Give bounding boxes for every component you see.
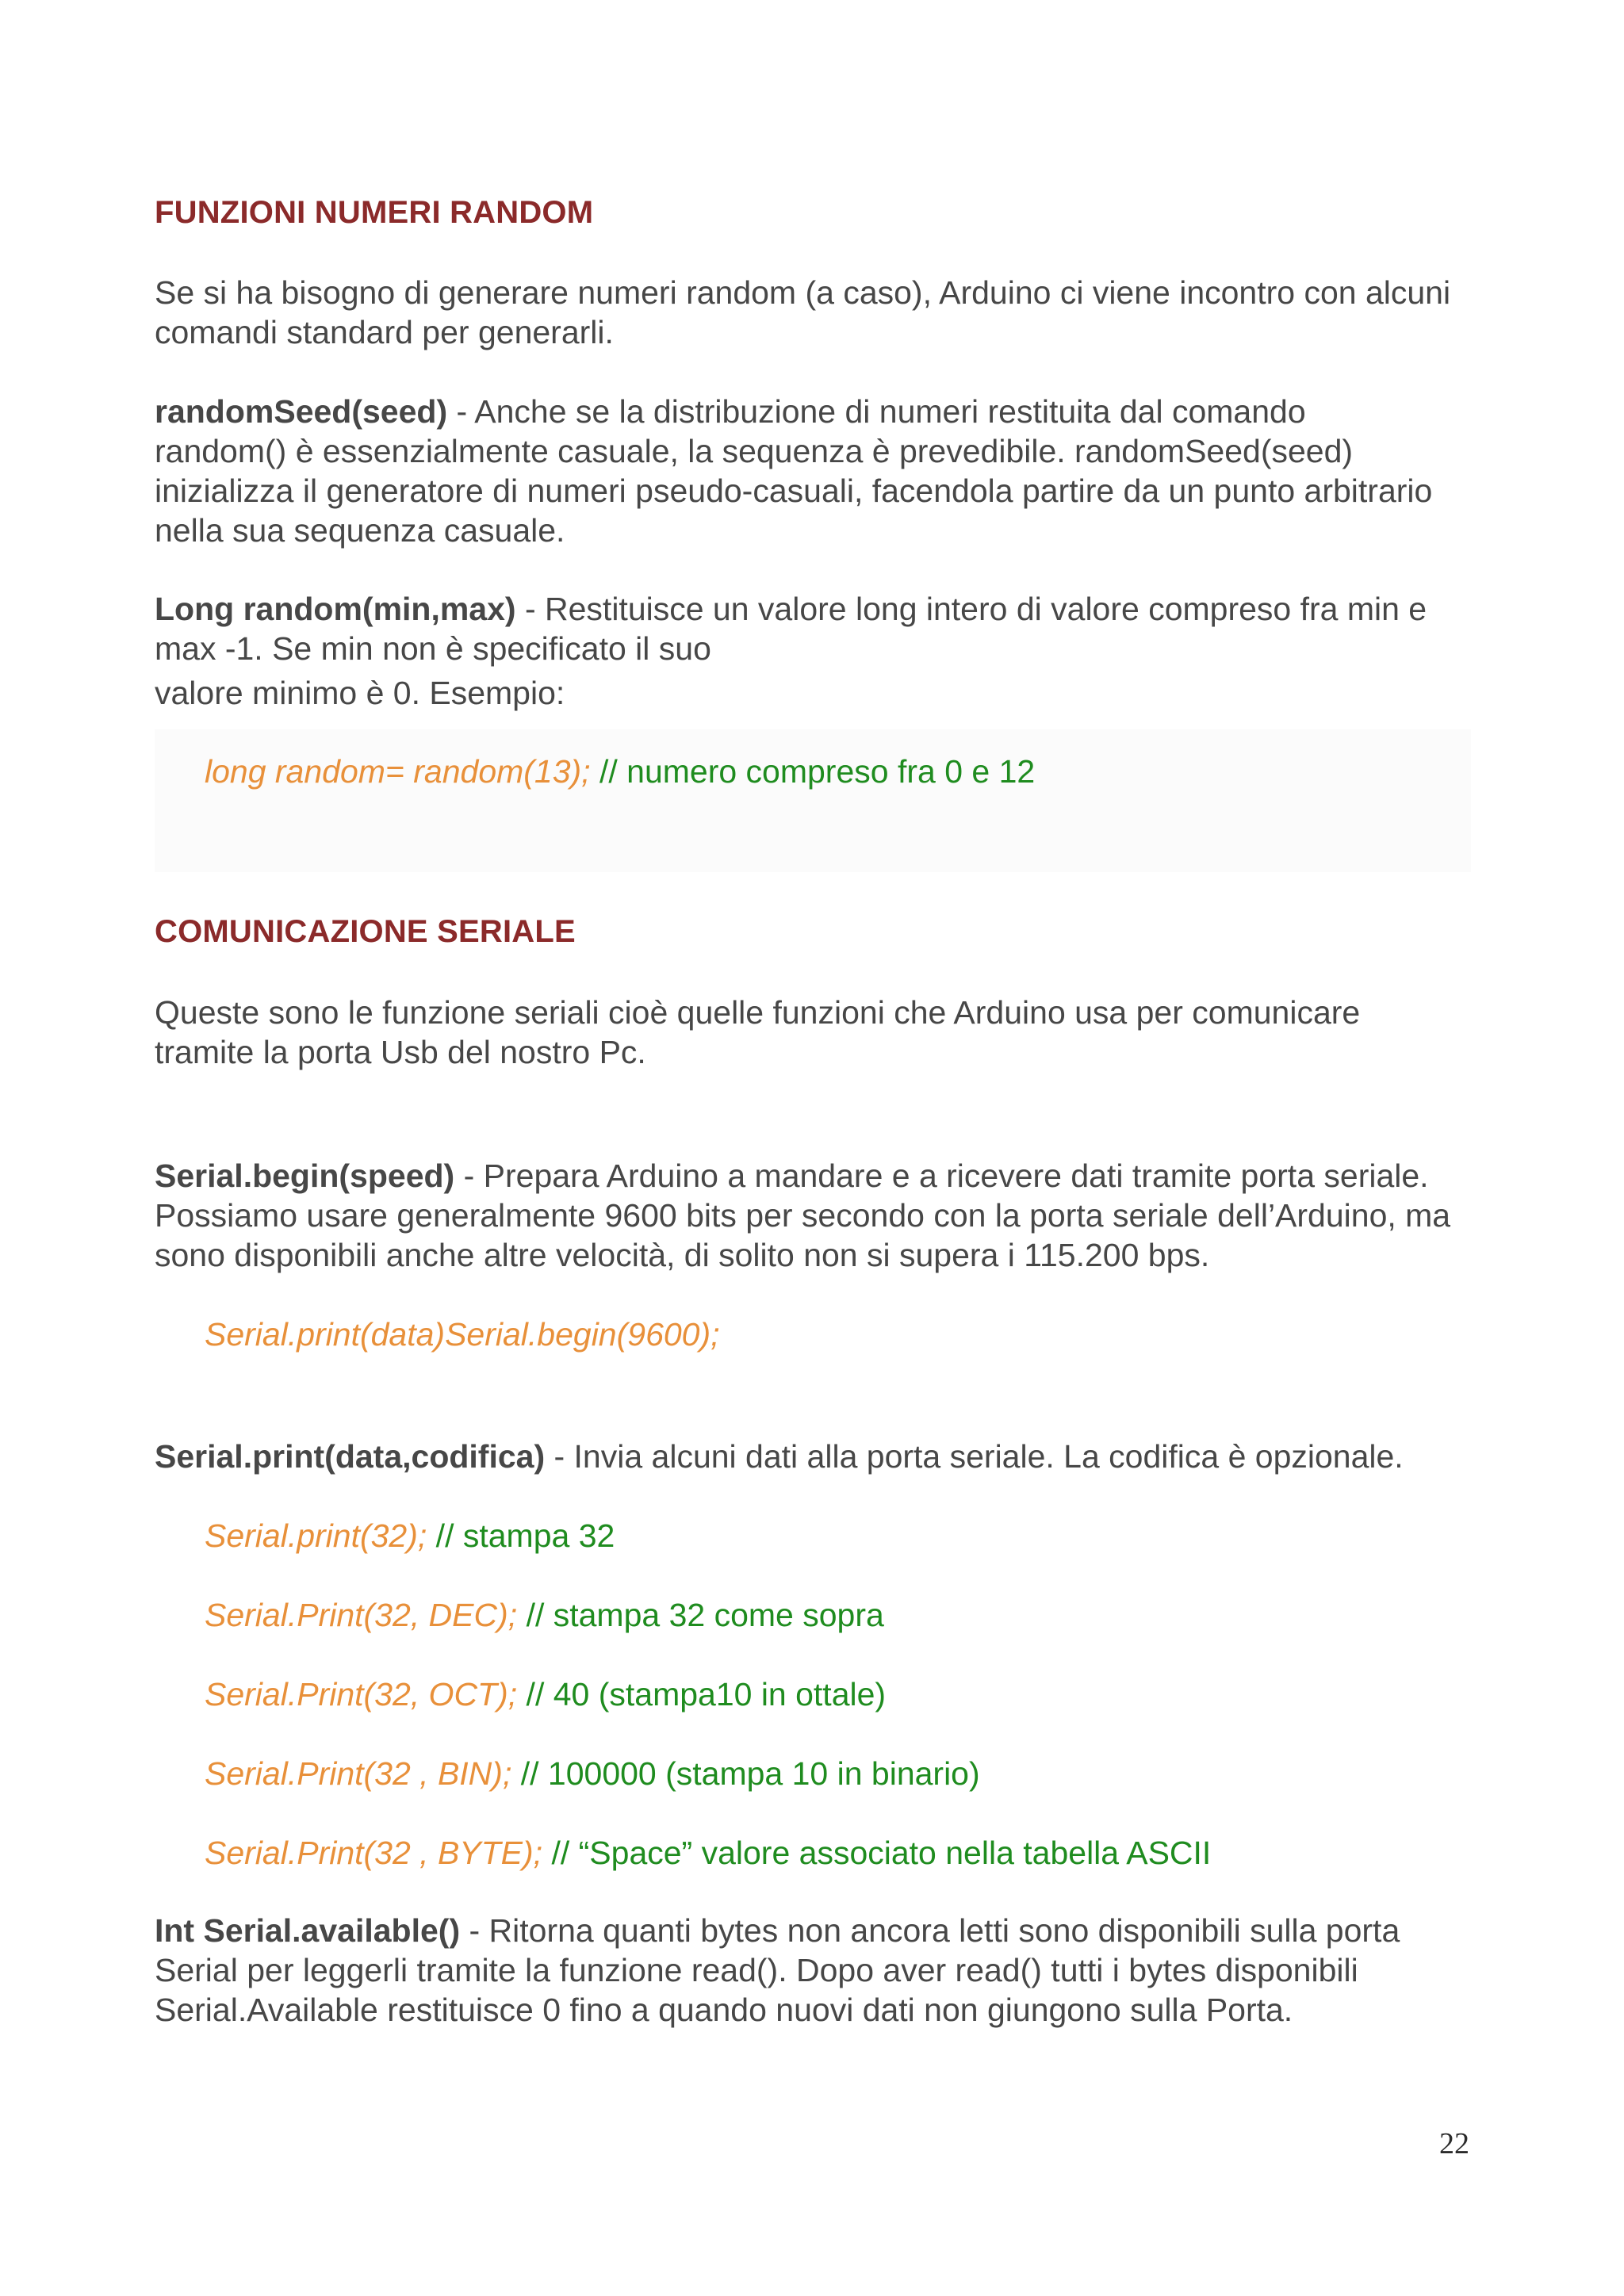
code-snippet: Serial.Print(32 , BIN); <box>205 1755 512 1792</box>
code-line-print-dec <box>205 1595 884 1635</box>
random-intro-line-2: comandi standard per generarli. <box>155 314 614 350</box>
code-comment: // stampa 32 <box>427 1517 615 1554</box>
serial-available-line-3: Serial.Available restituisce 0 fino a quando nuovi dati non giungono sulla Porta. <box>155 1992 1293 2028</box>
random-intro-line-1: Se si ha bisogno di generare numeri random (a caso), Arduino ci viene incontro con alcuni <box>155 274 1451 311</box>
code-comment: // “Space” valore associato nella tabella ASCII <box>542 1835 1212 1871</box>
serial-available-line-1: - Ritorna quanti bytes non ancora letti sono disponibili sulla porta <box>460 1912 1400 1949</box>
section-title-random: FUNZIONI NUMERI RANDOM <box>155 195 594 230</box>
serial-print-term: Serial.print(data,codifica) <box>155 1438 546 1475</box>
serial-intro-line-2: tramite la porta Usb del nostro Pc. <box>155 1034 646 1070</box>
code-line-long-random <box>205 752 1035 791</box>
serial-begin-paragraph <box>155 1156 1487 1275</box>
code-line-print-byte <box>205 1833 1211 1873</box>
randomseed-term: randomSeed(seed) <box>155 393 448 430</box>
code-snippet: Serial.Print(32 , BYTE); <box>205 1835 543 1871</box>
code-block-background <box>155 729 1471 872</box>
code-snippet: Serial.Print(32, OCT); <box>205 1676 518 1712</box>
randomseed-paragraph <box>155 392 1487 550</box>
randomseed-line-3: inizializza il generatore di numeri pseudo-casuali, facendola partire da un punto arbitrario <box>155 473 1433 509</box>
random-intro-paragraph <box>155 273 1487 352</box>
code-line-print-bin <box>205 1754 980 1793</box>
serial-intro-line-1: Queste sono le funzione seriali cioè quelle funzioni che Arduino usa per comunicare <box>155 994 1361 1031</box>
code-snippet: Serial.Print(32, DEC); <box>205 1597 518 1633</box>
randomseed-line-2: random() è essenzialmente casuale, la sequenza è prevedibile. randomSeed(seed) <box>155 433 1354 469</box>
code-snippet: Serial.print(32); <box>205 1517 427 1554</box>
code-snippet: long random= random(13); <box>205 753 591 790</box>
code-line-print-32 <box>205 1516 615 1556</box>
page-number: 22 <box>1439 2127 1469 2160</box>
code-snippet: Serial.print(data)Serial.begin(9600); <box>205 1316 720 1353</box>
serial-available-term: Int Serial.available() <box>155 1912 461 1949</box>
code-comment: // stampa 32 come sopra <box>517 1597 884 1633</box>
serial-intro-paragraph <box>155 993 1487 1072</box>
serial-begin-line-3: sono disponibili anche altre velocità, di solito non si supera i 115.200 bps. <box>155 1237 1210 1273</box>
code-line-print-oct <box>205 1674 886 1714</box>
code-line-serial-begin <box>205 1314 720 1354</box>
long-random-term: Long random(min,max) <box>155 591 516 627</box>
serial-begin-line-2: Possiamo usare generalmente 9600 bits per secondo con la porta seriale dell’Arduino, ma <box>155 1197 1451 1234</box>
long-random-line-3: valore minimo è 0. Esempio: <box>155 675 565 711</box>
long-random-line-2: max -1. Se min non è specificato il suo <box>155 630 711 667</box>
serial-begin-line-1: - Prepara Arduino a mandare e a ricevere dati tramite porta seriale. <box>454 1158 1429 1194</box>
code-comment: // 40 (stampa10 in ottale) <box>517 1676 887 1712</box>
section-title-serial: COMUNICAZIONE SERIALE <box>155 914 576 949</box>
code-comment: // 100000 (stampa 10 in binario) <box>511 1755 980 1792</box>
serial-available-paragraph <box>155 1911 1487 2030</box>
serial-print-paragraph <box>155 1437 1487 1476</box>
long-random-line-1: - Restituisce un valore long intero di valore compreso fra min e <box>515 591 1427 627</box>
randomseed-line-1: - Anche se la distribuzione di numeri restituita dal comando <box>447 393 1306 430</box>
randomseed-line-4: nella sua sequenza casuale. <box>155 512 565 549</box>
long-random-paragraph <box>155 589 1487 713</box>
code-comment: // numero compreso fra 0 e 12 <box>590 753 1036 790</box>
serial-print-line-1: - Invia alcuni dati alla porta seriale. La codifica è opzionale. <box>545 1438 1404 1475</box>
serial-begin-term: Serial.begin(speed) <box>155 1158 455 1194</box>
serial-available-line-2: Serial per leggerli tramite la funzione read(). Dopo aver read() tutti i bytes disponibili <box>155 1952 1358 1988</box>
